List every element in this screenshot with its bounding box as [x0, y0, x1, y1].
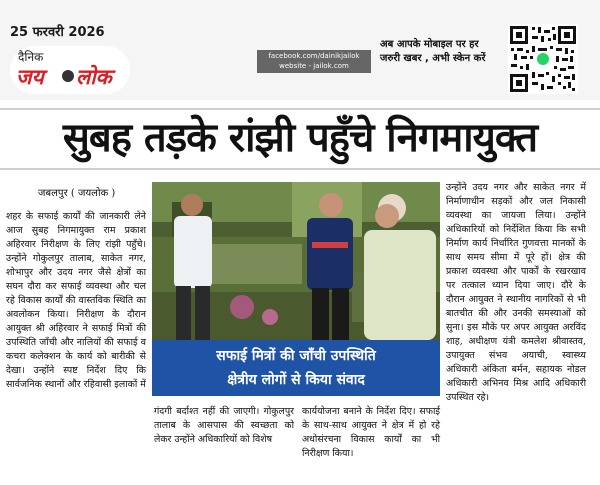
newspaper-logo — [10, 46, 130, 94]
article-column-right: उन्होंने उदय नगर और साकेत नगर में निर्माणाधीन सड़कों और जल निकासी व्यवस्था का जायजा लिया। उन्होंने अधिकारियों को निर्देशित किया कि सभी निर्माण कार्य निर्धारित गुणवत्ता मानकों के साथ समय सीमा में पूरे हों। क्षेत्र की प्रकाश व्यवस्था और पार्कों के रखरखाव पर तत्काल ध्यान दिया जाए। दौरे के दौरान आयुक्त ने स्थानीय नागरिकों से भी बातचीत की और उनकी समस्याओं को सुना। इस मौके पर अपर आयुक्त अरविंद शाह, अधीक्षण यंत्री कमलेश श्रीवास्तव, उपायुक्त संभव अयाची, स्वास्थ्य अधिकारी अंकिता बर्मन, सहायक नोडल अधिकारी अभिनव मिश्र आदि अधिकारी उपस्थित रहे। — [446, 182, 586, 403]
article-headline: सुबह तड़के रांझी पहुँचे निगमायुक्त — [62, 115, 538, 161]
caption-line-2: क्षेत्रीय लोगों से किया संवाद — [227, 372, 365, 388]
article-photo — [152, 182, 440, 340]
article-column-bottom-2: कार्ययोजना बनाने के निर्देश दिए। सफाई के साथ-साथ आयुक्त ने क्षेत्र में हो रहे अधोसंरचना विकास कार्यों का भी निरीक्षण किया। — [302, 406, 440, 459]
dateline: जबलपुर ( जयलोक ) — [38, 188, 116, 199]
logo-daily-text: दैनिक — [18, 50, 44, 64]
globe-icon — [62, 70, 74, 82]
caption-line-1: सफाई मित्रों की जाँची उपस्थिति — [216, 348, 376, 364]
website-link[interactable]: website - jailok.com — [279, 62, 349, 70]
headline-band — [0, 108, 600, 170]
photo-caption-box — [152, 340, 440, 396]
promo-line-1: अब आपके मोबाइल पर हर — [380, 39, 479, 50]
scan-promo — [380, 38, 500, 66]
masthead — [0, 0, 600, 100]
qr-code[interactable] — [508, 24, 578, 94]
article-column-bottom-1: गंदगी बर्दाश्त नहीं की जाएगी। गोकुलपुर तालाब के आसपास की स्वच्छता को लेकर उन्होंने अधिकारियों को विशेष — [154, 406, 294, 445]
social-links — [257, 50, 371, 73]
article-column-left: शहर के सफाई कार्यों की जानकारी लेने आज सुबह निगमायुक्त राम प्रकाश अहिरवार निरीक्षण के लिए रांझी पहुँचे। उन्होंने गोकुलपुर तालाब, साकेत नगर, शोभापुर और उदय नगर जैसे क्षेत्रों का सघन दौरा कर सफाई व्यवस्था और चल रहे विकास कार्यों की वास्तविक स्थिति का अवलोकन किया। निरीक्षण के दौरान आयुक्त श्री अहिरवार ने सफाई मित्रों की उपस्थिति जाँची और नालियों की सफाई व कचरा कलेक्शन के कार्य को बारीकी से देखा। उन्होंने स्पष्ट निर्देश दिए कि सार्वजनिक स्थानों और रहिवासी इलाकों में — [6, 211, 146, 390]
logo-lok-text: लोक — [76, 64, 112, 89]
logo-jay-text: जय — [16, 64, 44, 89]
issue-date: 25 फरवरी 2026 — [10, 25, 105, 40]
facebook-link[interactable]: facebook.com/dainikjailok — [268, 52, 360, 60]
promo-line-2: जरुरी खबर , अभी स्केन करें — [380, 53, 486, 64]
